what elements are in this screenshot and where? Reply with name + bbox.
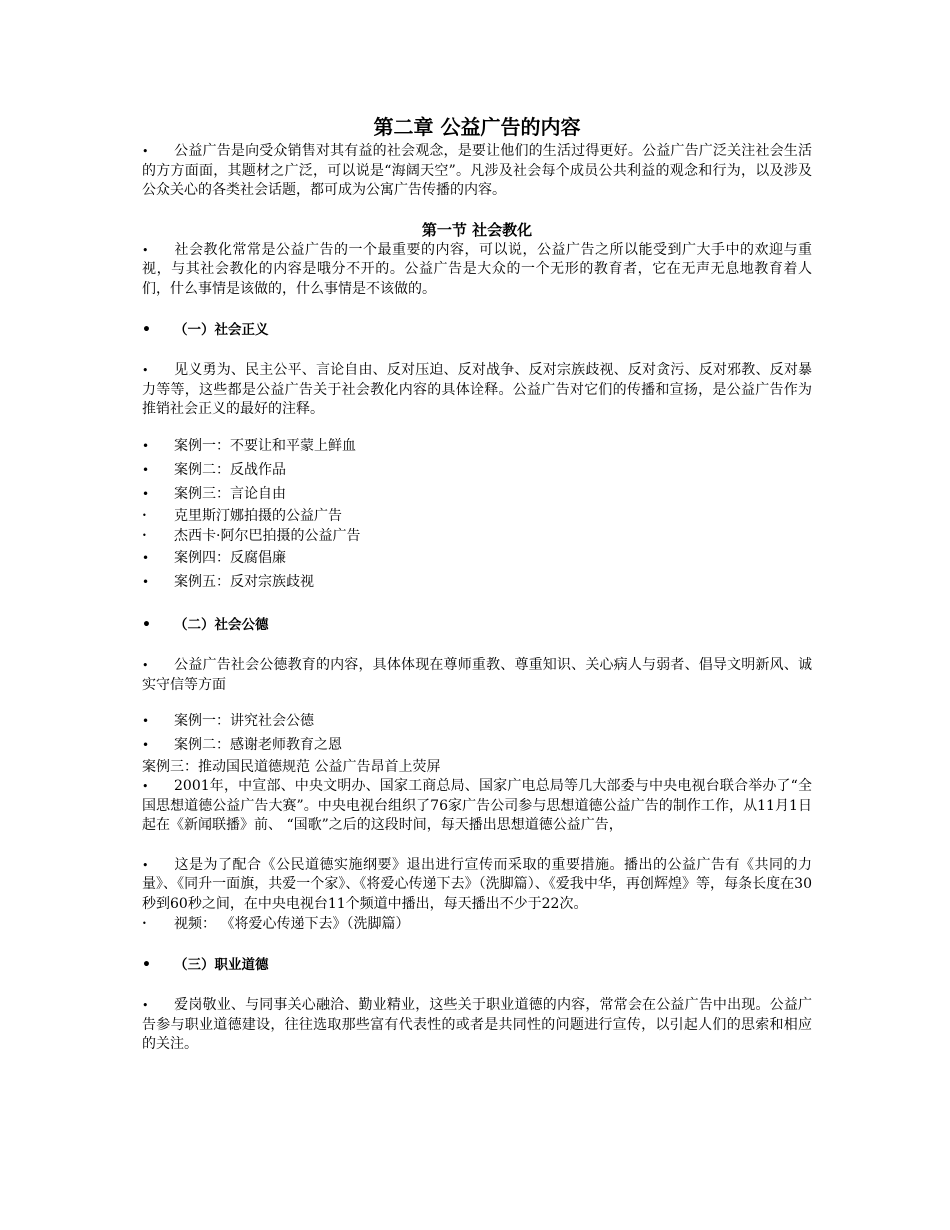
bullet: • [142, 322, 151, 338]
list-item: • 案例一：不要让和平蒙上鲜血 [142, 434, 812, 458]
bullet: • [142, 617, 151, 633]
bullet: • [142, 957, 151, 974]
section1-text: 社会教化常常是公益广告的一个最重要的内容，可以说，公益广告之所以能受到广大手中的欢迎与重视，与其社会教化的内容是哦分不开的。公益广告是大众的一个无形的教育者，它在无声无息地教育着人们，什么事情是该做的，什么事情是不该做的。 [142, 241, 812, 297]
list-item: • 案例三：言论自由 [142, 482, 812, 506]
bullet: • [142, 738, 150, 752]
list-item: • 案例四：反腐倡廉 [142, 546, 812, 570]
bullet: • [142, 575, 150, 589]
social-morality-text: 公益广告社会公德教育的内容，具体体现在尊师重教、尊重知识、关心病人与弱者、倡导文明新风、诚实守信等方面 [142, 657, 812, 693]
bullet: • [142, 462, 150, 477]
bullet: • [142, 486, 150, 501]
case3-paragraph-2: • 这是为了配合《公民道德实施纲要》退出进行宣传而采取的重要措施。播出的公益广告有《共同的力量》、《同升一面旗，共爱一个家》、《将爱心传递下去》（洗脚篇）、《爱我中华，再创辉煌》等，每条长度在30秒到60秒之间，在中央电视台11个频道中播出，每天播出不少于22次。 [142, 856, 812, 912]
subheading-professional-ethics [142, 954, 812, 976]
subheading-social-justice [142, 319, 812, 341]
professional-ethics-paragraph: • 爱岗敬业、与同事关心融洽、勤业精业，这些关于职业道德的内容，常常会在公益广告中出现。公益广告参与职业道德建设，往往选取那些富有代表性的或者是共同性的问题进行宣传，以引起人们的思索和相应的关注。 [142, 997, 812, 1053]
bullet: • [142, 858, 149, 872]
bullet: • [142, 659, 149, 672]
bullet: • [142, 145, 149, 158]
bullet: • [142, 999, 149, 1013]
case3-title: 案例三：推动国民道德规范 公益广告昂首上荧屏 [142, 759, 441, 775]
document-page [142, 112, 812, 1055]
list-item: • 案例五：反对宗族歧视 [142, 570, 812, 594]
social-morality-paragraph [142, 656, 812, 695]
subheading-text: （三）职业道德 [174, 957, 269, 974]
bullet: • [142, 438, 150, 453]
subheading-text: （一）社会正义 [174, 322, 269, 338]
social-justice-text: 见义勇为、民主公平、言论自由、反对压迫、反对战争、反对宗族歧视、反对贪污、反对邪教、反对暴力等等，这些都是公益广告关于社会教化内容的具体诠释。公益广告对它们的传播和宣扬，是公益广告作为推销社会正义的最好的注释。 [142, 362, 812, 417]
case3-paragraph-1: • 2001年，中宣部、中央文明办、国家工商总局、国家广电总局等几大部委与中央电视台联合举办了“全国思想道德公益广告大赛”。中央电视台组织了76家广告公司参与思想道德公益广告的制作工作，从11月1日起在《新闻联播》前、 “国歌”之后的这段时间，每天播出思想道德公益广告， [142, 778, 812, 833]
section-title: 第一节 社会教化 [421, 220, 533, 239]
subheading-social-morality [142, 614, 812, 636]
intro-text: 公益广告是向受众销售对其有益的社会观念，是要让他们的生活过得更好。公益广告广泛关注社会生活的方方面面，其题材之广泛，可以说是“海阔天空”。凡涉及社会每个成员公共利益的观念和行为，以及涉及公众关心的各类社会话题，都可成为公寓广告传播的内容。 [142, 143, 812, 198]
intro-paragraph [142, 142, 812, 201]
list-item: • 案例一：讲究社会公德 [142, 709, 812, 733]
list-item: • 案例二：反战作品 [142, 458, 812, 482]
social-justice-paragraph [142, 361, 812, 420]
subheading-text: （二）社会公德 [174, 617, 269, 633]
bullet: • [142, 243, 149, 257]
chapter-title: 第二章 公益广告的内容 [373, 115, 581, 139]
bullet: • [142, 919, 147, 928]
bullet: • [142, 714, 150, 728]
video-item: • 视频： 《将爱心传递下去》（洗脚篇） [142, 915, 410, 932]
bullet: • [142, 510, 147, 520]
bullet: • [142, 530, 147, 540]
list-item: • 克里斯汀娜拍摄的公益广告 [142, 507, 342, 524]
list-item: • 案例二：感谢老师教育之恩 [142, 733, 812, 757]
list-item: • 杰西卡·阿尔巴拍摄的公益广告 [142, 527, 361, 544]
bullet: • [142, 780, 149, 793]
bullet: • [142, 551, 150, 565]
section1-paragraph [142, 241, 812, 300]
bullet: • [142, 364, 149, 377]
